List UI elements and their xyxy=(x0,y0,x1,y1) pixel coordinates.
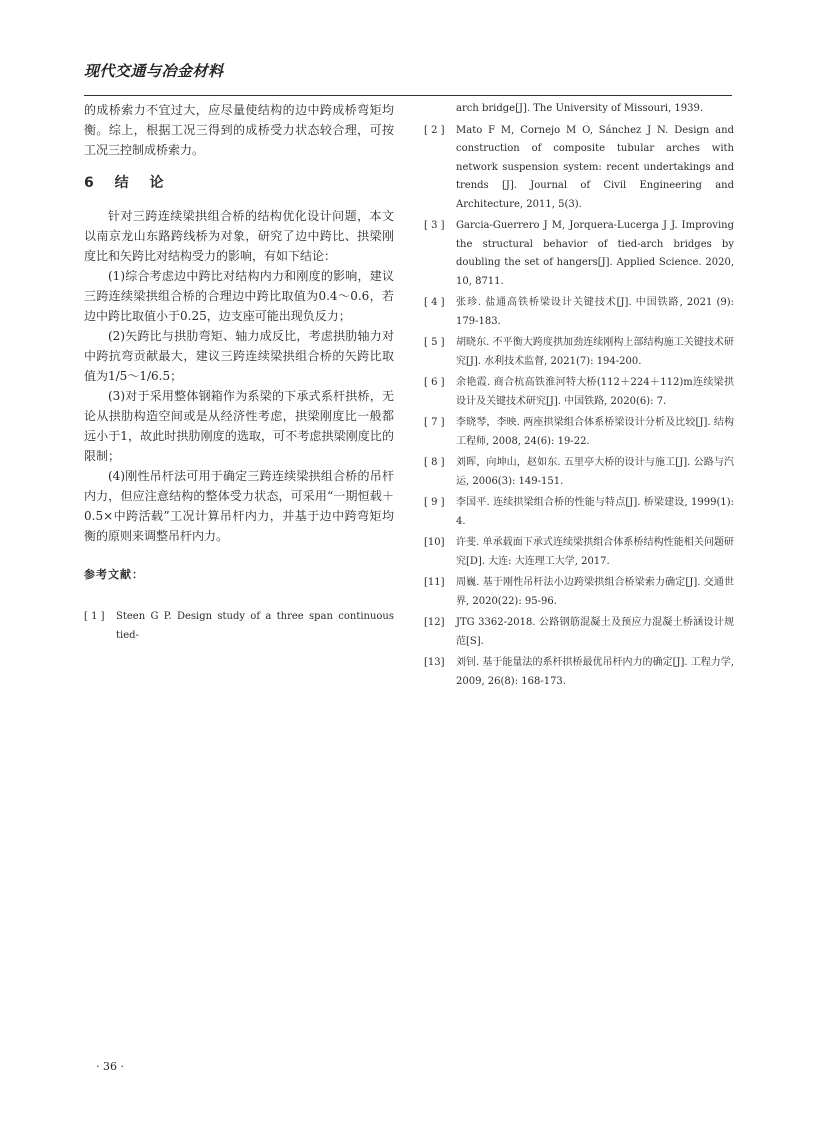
reference-number: [ 7 ] xyxy=(424,417,445,428)
reference-number: [ 4 ] xyxy=(424,297,445,308)
reference-item xyxy=(424,654,734,691)
reference-text: Garcia-Guerrero J M, Jorquera-Lucerga J J. Improving the structural behavior of tied-arch bridges by doubling the set of hangers[J]. Applied Science. 2020, 10, 8711. xyxy=(456,220,734,287)
reference-text: Mato F M, Cornejo M O, Sánchez J N. Design and construction of composite tubular arches with network suspension system: recent undertakings and trends [J]. Journal of Civil Engineering and Architecture, 2011, 5(3). xyxy=(456,124,734,210)
reference-number: [ 5 ] xyxy=(424,337,445,348)
paragraph-continued: 的成桥索力不宜过大，应尽量使结构的边中跨成桥弯矩均衡。综上，根据工况三得到的成桥受力状态较合理，可按工况三控制成桥索力。 xyxy=(84,103,394,157)
reference-item xyxy=(424,122,734,215)
paragraph: (3)对于采用整体钢箱作为系梁的下承式系杆拱桥，无论从拱肋构造空间或是从经济性考虑，拱梁刚度比一般都远小于1，故此时拱肋刚度的选取，可不考虑拱梁刚度比的限制； xyxy=(84,389,394,463)
reference-number: [11] xyxy=(424,577,445,588)
reference-item xyxy=(424,534,734,571)
reference-number: [10] xyxy=(424,537,445,548)
reference-item xyxy=(424,414,734,451)
reference-item xyxy=(424,614,734,651)
paragraph: (1)综合考虑边中跨比对结构内力和刚度的影响，建议三跨连续梁拱组合桥的合理边中跨比取值为0.4～0.6，若边中跨比取值小于0.25，边支座可能出现负反力； xyxy=(84,269,394,323)
paragraph: 针对三跨连续梁拱组合桥的结构优化设计问题，本文以南京龙山东路跨线桥为对象，研究了边中跨比、拱梁刚度比和矢跨比对结构受力的影响，有如下结论： xyxy=(84,209,394,263)
reference-item xyxy=(424,574,734,611)
reference-text: 李晓琴，李映. 两座拱梁组合体系桥梁设计分析及比较[J]. 结构工程师, 2008, 24(6): 19-22. xyxy=(456,417,734,447)
reference-continued xyxy=(424,100,734,119)
paragraph: (2)矢跨比与拱肋弯矩、轴力成反比，考虑拱肋轴力对中跨抗弯贡献最大，建议三跨连续梁拱组合桥的矢跨比取值为1/5～1/6.5； xyxy=(84,329,394,383)
header-rule xyxy=(84,95,732,96)
reference-text: 刘钊. 基于能量法的系杆拱桥最优吊杆内力的确定[J]. 工程力学, 2009, 26(8): 168-173. xyxy=(456,657,734,687)
reference-text: 张珍. 盐通高铁桥梁设计关键技术[J]. 中国铁路, 2021 (9): 179-183. xyxy=(456,297,734,327)
reference-number: [12] xyxy=(424,617,445,628)
reference-number: [ 6 ] xyxy=(424,377,445,388)
references-title: 参考文献： xyxy=(84,568,144,581)
reference-text: 周巍. 基于刚性吊杆法小边跨梁拱组合桥梁索力确定[J]. 交通世界, 2020(22): 95-96. xyxy=(456,577,734,607)
page-number: · 36 · xyxy=(96,1060,124,1073)
reference-item xyxy=(424,454,734,491)
reference-item xyxy=(424,294,734,331)
reference-number: [ 9 ] xyxy=(424,497,445,508)
reference-text: 许斐. 单承载面下承式连续梁拱组合体系桥结构性能相关问题研究[D]. 大连: 大连理工大学, 2017. xyxy=(456,537,734,567)
reference-text: 刘晖，向坤山，赵如东. 五里亭大桥的设计与施工[J]. 公路与汽运, 2006(3): 149-151. xyxy=(456,457,734,487)
reference-item xyxy=(424,217,734,291)
reference-text: 余艳霞. 商合杭高铁淮河特大桥(112＋224＋112)m连续梁拱设计及关键技术研究[J]. 中国铁路, 2020(6): 7. xyxy=(456,377,734,407)
reference-item xyxy=(424,334,734,371)
reference-text: 胡晓东. 不平衡大跨度拱加劲连续刚构上部结构施工关键技术研究[J]. 水利技术监督, 2021(7): 194-200. xyxy=(456,337,734,367)
reference-item xyxy=(424,374,734,411)
reference-item xyxy=(84,608,394,645)
reference-number: [ 3 ] xyxy=(424,220,445,231)
reference-text: Steen G P. Design study of a three span continuous tied- xyxy=(116,611,394,641)
paragraph: (4)刚性吊杆法可用于确定三跨连续梁拱组合桥的吊杆内力，但应注意结构的整体受力状态，可采用“一期恒载＋0.5×中跨活载”工况计算吊杆内力，并基于边中跨弯矩均衡的原则来调整吊杆内力。 xyxy=(84,469,394,543)
right-column xyxy=(424,100,734,694)
reference-item xyxy=(424,494,734,531)
reference-text: 李国平. 连续拱梁组合桥的性能与特点[J]. 桥梁建设, 1999(1): 4. xyxy=(456,497,734,527)
reference-number: [ 8 ] xyxy=(424,457,445,468)
reference-text: arch bridge[J]. The University of Missouri, 1939. xyxy=(456,103,704,114)
reference-text: JTG 3362-2018. 公路钢筋混凝土及预应力混凝土桥涵设计规范[S]. xyxy=(456,617,734,647)
reference-number: [ 1 ] xyxy=(84,611,105,622)
section-title: 6 结 论 xyxy=(84,175,172,191)
reference-number: [ 2 ] xyxy=(424,124,445,136)
journal-title: 现代交通与冶金材料 xyxy=(84,62,224,80)
reference-number: [13] xyxy=(424,657,445,668)
left-column xyxy=(84,100,394,648)
journal-header xyxy=(84,60,224,81)
